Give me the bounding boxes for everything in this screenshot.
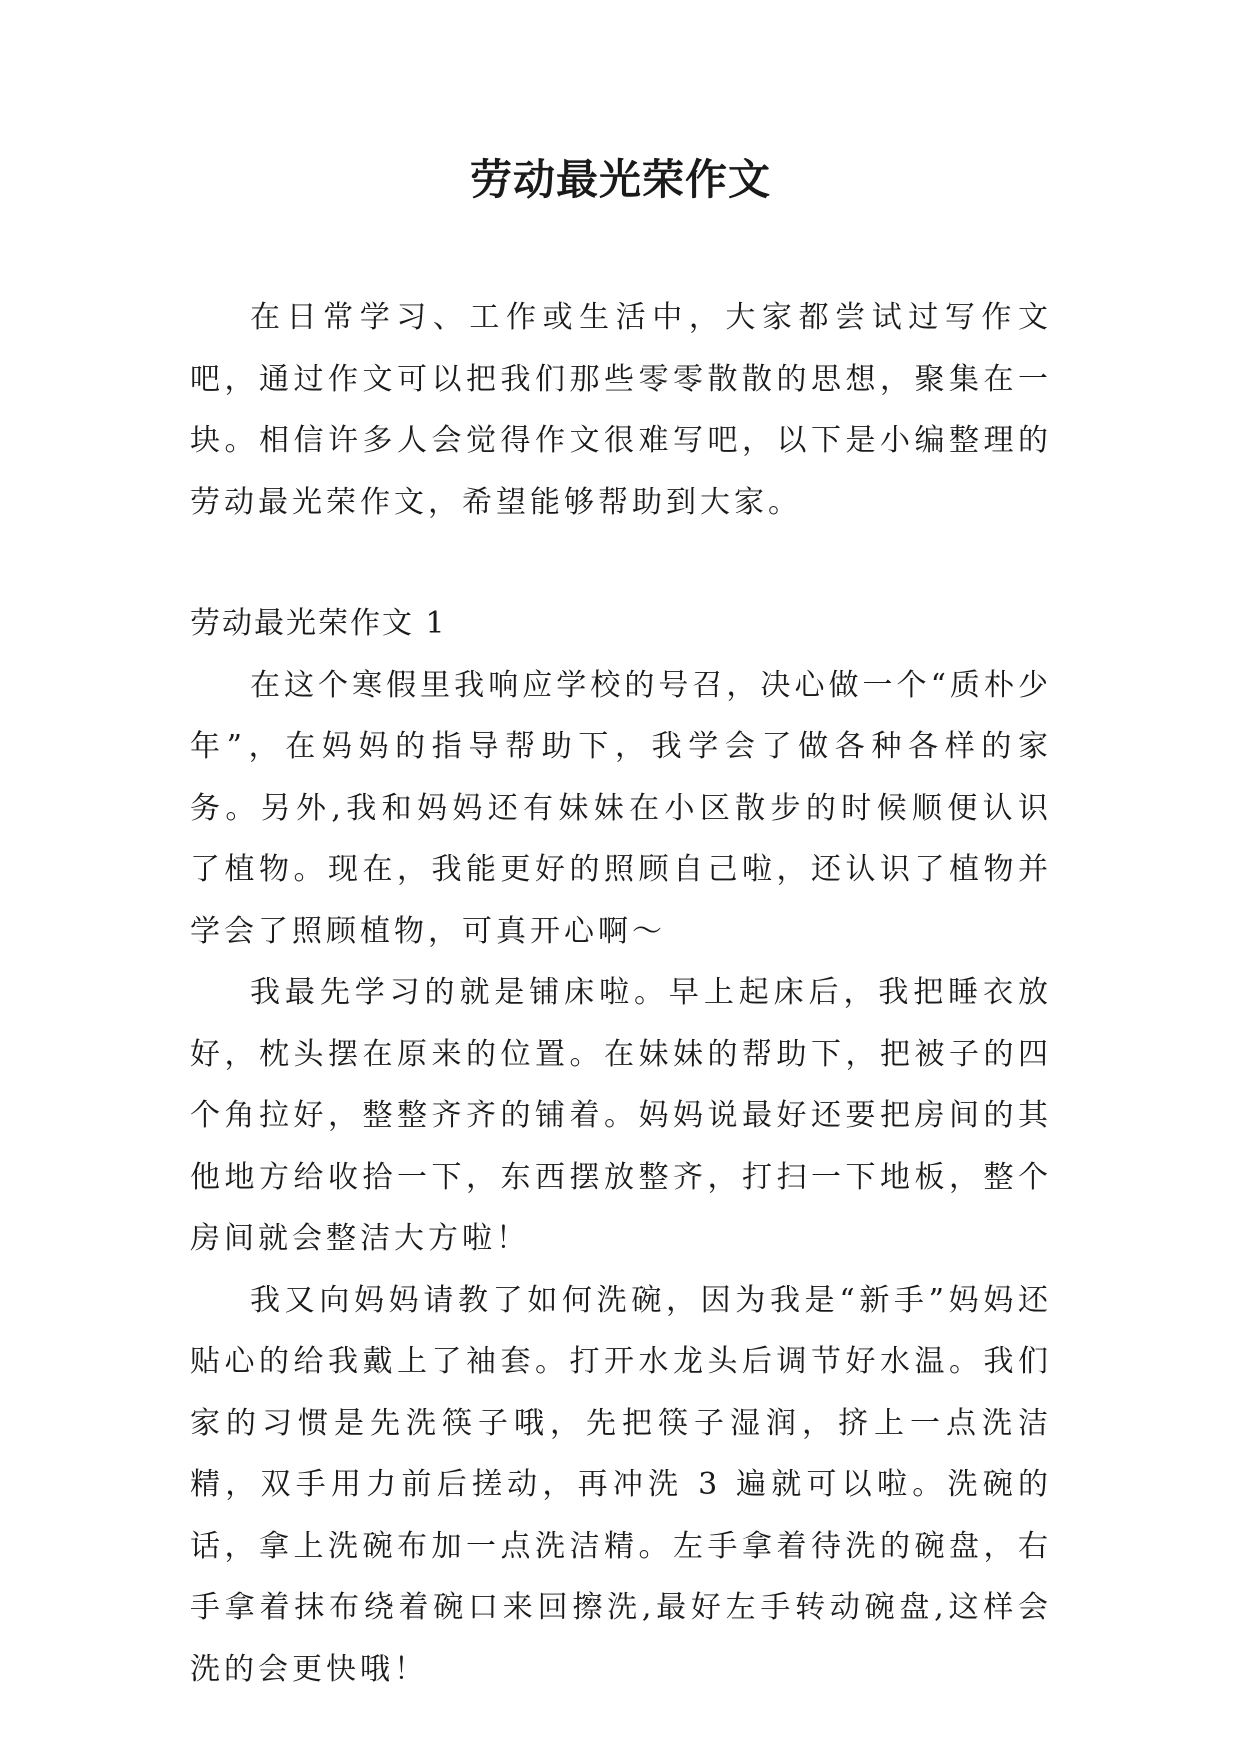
document-body bbox=[190, 287, 1052, 1700]
document-title: 劳动最光荣作文 bbox=[469, 155, 771, 204]
section-heading: 劳动最光荣作文 1 bbox=[190, 606, 447, 641]
intro-paragraph: 在日常学习、工作或生活中，大家都尝试过写作文吧，通过作文可以把我们那些零零散散的思想，聚集在一块。相信许多人会觉得作文很难写吧，以下是小编整理的劳动最光荣作文，希望能够帮助到大家。 bbox=[190, 300, 1052, 520]
body-paragraph-1: 在这个寒假里我响应学校的号召，决心做一个“质朴少年”，在妈妈的指导帮助下，我学会了做各种各样的家务。另外,我和妈妈还有妹妹在小区散步的时候顺便认识了植物。现在，我能更好的照顾自己啦，还认识了植物并学会了照顾植物，可真开心啊～ bbox=[190, 667, 1052, 949]
body-paragraph-3: 我又向妈妈请教了如何洗碗，因为我是“新手”妈妈还贴心的给我戴上了袖套。打开水龙头后调节好水温。我们家的习惯是先洗筷子哦，先把筷子湿润，挤上一点洗洁精，双手用力前后搓动，再冲洗 3 遍就可以啦。洗碗的话，拿上洗碗布加一点洗洁精。左手拿着待洗的碗盘，右手拿着抹布绕着碗口来回擦洗,最好左手转动碗盘,这样会洗的会更快哦！ bbox=[190, 1282, 1052, 1687]
body-paragraph-2: 我最先学习的就是铺床啦。早上起床后，我把睡衣放好，枕头摆在原来的位置。在妹妹的帮助下，把被子的四个角拉好，整整齐齐的铺着。妈妈说最好还要把房间的其他地方给收拾一下，东西摆放整齐，打扫一下地板，整个房间就会整洁大方啦！ bbox=[190, 975, 1052, 1256]
